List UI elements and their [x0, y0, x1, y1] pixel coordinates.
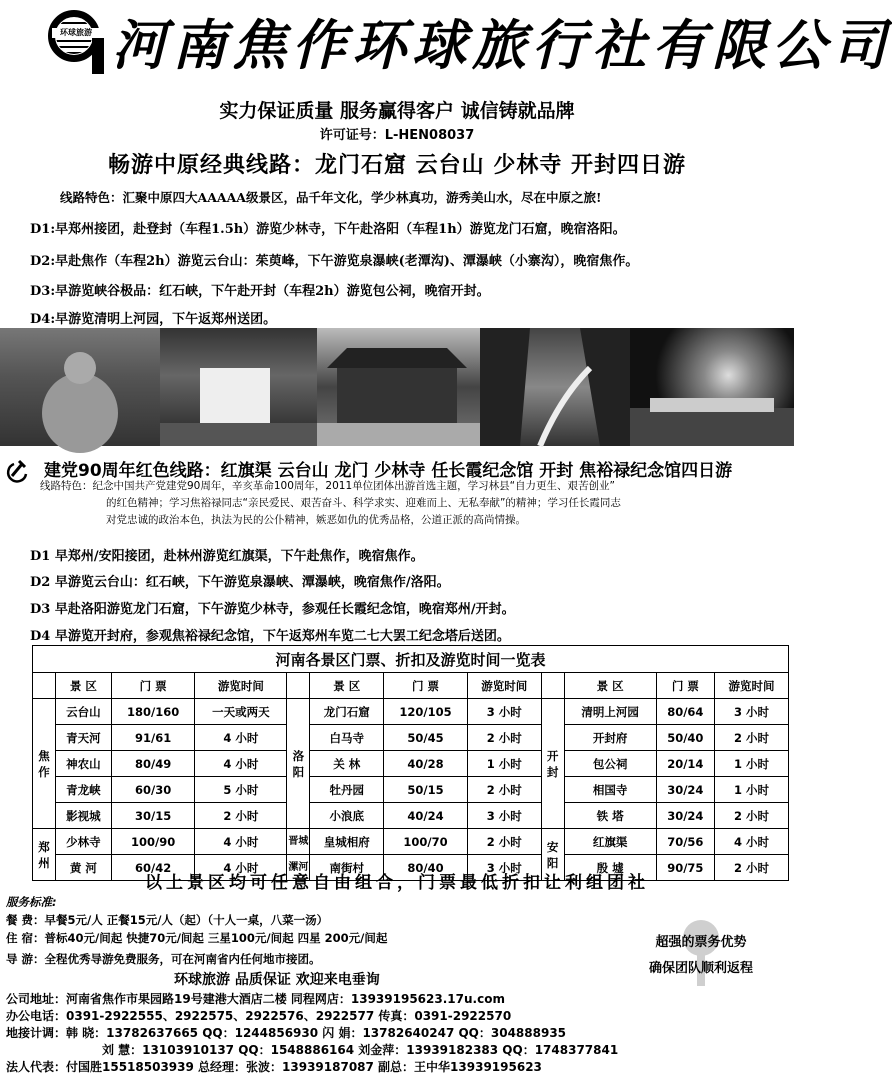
table-title: 河南各景区门票、折扣及游览时间一览表	[33, 646, 789, 673]
cell: 30/15	[111, 803, 195, 829]
cell: 20/14	[656, 751, 714, 777]
cell: 白马寺	[310, 725, 384, 751]
cell: 40/28	[384, 751, 468, 777]
combine-note: 以上景区均可任意自由组合，门票最低折扣让利组团社	[145, 873, 649, 893]
route2-feature	[40, 478, 785, 529]
cell: 100/70	[384, 829, 468, 855]
cell: 2 小时	[467, 829, 541, 855]
group-zhengzhou: 郑州	[33, 829, 56, 881]
cell: 少林寺	[56, 829, 112, 855]
contact-address: 公司地址：河南省焦作市果园路19号建港大酒店二楼 同程网店：13939195623.17u.com	[6, 992, 505, 1006]
cell: 2 小时	[715, 855, 789, 881]
group-anyang: 安阳	[541, 829, 564, 881]
cell: 80/40	[384, 855, 468, 881]
table-row	[33, 777, 789, 803]
photo-waterfall	[160, 328, 317, 446]
ticket-table	[32, 645, 789, 881]
cell: 红旗渠	[564, 829, 656, 855]
cell: 70/56	[656, 829, 714, 855]
route2-feature-line2: 的红色精神；学习焦裕禄同志“亲民爱民、艰苦奋斗、科学求实、迎难而上、无私奉献”的精神；学习任长霞同志	[106, 497, 621, 509]
company-name: 河南焦作环球旅行社有限公司	[112, 13, 892, 77]
cell: 30/24	[656, 777, 714, 803]
cell: 4 小时	[195, 751, 287, 777]
header-ticket: 门 票	[111, 673, 195, 699]
photo-shaolin-temple	[317, 328, 480, 446]
logo-text: 环球旅游	[52, 28, 100, 38]
license-number: 许可证号：L-HEN08037	[319, 128, 475, 143]
company-logo	[48, 10, 106, 74]
cell: 60/42	[111, 855, 195, 881]
hammer-sickle-icon	[8, 458, 30, 480]
cell: 50/45	[384, 725, 468, 751]
cell: 40/24	[384, 803, 468, 829]
cell: 2 小时	[467, 777, 541, 803]
cell: 青龙峡	[56, 777, 112, 803]
header-scenic: 景 区	[310, 673, 384, 699]
route2-day2: D2 早游览云台山：红石峡，下午游览泉瀑峡、潭瀑峡，晚宿焦作/洛阳。	[30, 575, 450, 590]
route2-feature-line3: 对党忠诚的政治本色，执法为民的公仆精神，嫉恶如仇的优秀品格，公道正派的高尚情操。	[106, 514, 526, 526]
cell: 一天或两天	[195, 699, 287, 725]
route2-day1: D1 早郑州/安阳接团，赴林州游览红旗渠，下午赴焦作，晚宿焦作。	[30, 549, 424, 564]
cell: 60/30	[111, 777, 195, 803]
cell: 包公祠	[564, 751, 656, 777]
cell: 南街村	[310, 855, 384, 881]
service-motto: 环球旅游 品质保证 欢迎来电垂询	[174, 972, 380, 988]
cell: 50/15	[384, 777, 468, 803]
cell: 30/24	[656, 803, 714, 829]
group-kaifeng: 开封	[541, 699, 564, 829]
ticket-advantage-badge	[626, 930, 776, 982]
cell: 80/64	[656, 699, 714, 725]
cell: 3 小时	[715, 699, 789, 725]
route1-day2: D2:早赴焦作（车程2h）游览云台山：茱萸峰，下午游览泉瀑峡(老潭沟)、潭瀑峡（小寨沟），晚宿焦作。	[30, 254, 639, 269]
group-jincheng: 晋城	[287, 829, 310, 855]
contact-phone: 办公电话：0391-2922555、2922575、2922576、2922577 传真：0391-2922570	[6, 1009, 512, 1023]
cell: 3 小时	[467, 803, 541, 829]
header-ticket: 门 票	[656, 673, 714, 699]
cell: 牡丹园	[310, 777, 384, 803]
service-title: 服务标准:	[6, 895, 57, 909]
cell: 91/61	[111, 725, 195, 751]
route2-day3: D3 早赴洛阳游览龙门石窟，下午游览少林寺，参观任长霞纪念馆，晚宿郑州/开封。	[30, 602, 515, 617]
service-meal: 餐 费：早餐5元/人 正餐15元/人（起）（十人一桌，八菜一汤）	[6, 913, 329, 927]
group-luoyang: 洛阳	[287, 699, 310, 829]
cell: 90/75	[656, 855, 714, 881]
cell: 1 小时	[715, 751, 789, 777]
header-scenic: 景 区	[564, 673, 656, 699]
contact-op1: 地接计调：韩 晓：13782637665 QQ：1244856930 闪 娟：13782640247 QQ：304888935	[6, 1026, 567, 1040]
photo-strip	[0, 328, 794, 446]
cell: 180/160	[111, 699, 195, 725]
cell: 龙门石窟	[310, 699, 384, 725]
table-row	[33, 699, 789, 725]
header-ticket: 门 票	[384, 673, 468, 699]
header-time: 游览时间	[715, 673, 789, 699]
cell: 100/90	[111, 829, 195, 855]
contact-op2: 刘 慧：13103910137 QQ：1548886164 刘金萍：13939182383 QQ：1748377841	[102, 1043, 619, 1057]
cell: 青天河	[56, 725, 112, 751]
slogan: 实力保证质量 服务赢得客户 诚信铸就品牌	[219, 100, 575, 122]
route1-title: 畅游中原经典线路：龙门石窟 云台山 少林寺 开封四日游	[108, 153, 686, 178]
table-row	[33, 725, 789, 751]
group-jiaozuo: 焦作	[33, 699, 56, 829]
service-lodging: 住 宿：普标40元/间起 快捷70元/间起 三星100元/间起 四星 200元/间起	[6, 931, 388, 945]
table-row	[33, 829, 789, 855]
cell: 80/49	[111, 751, 195, 777]
cell: 2 小时	[467, 725, 541, 751]
table-row	[33, 751, 789, 777]
cell: 1 小时	[467, 751, 541, 777]
badge-line1: 超强的票务优势	[655, 935, 747, 950]
cell: 清明上河园	[564, 699, 656, 725]
cell: 小浪底	[310, 803, 384, 829]
photo-night-show	[630, 328, 794, 446]
route2-day4: D4 早游览开封府，参观焦裕禄纪念馆，下午返郑州车览二七大罢工纪念塔后送团。	[30, 629, 510, 644]
cell: 铁 塔	[564, 803, 656, 829]
cell: 黄 河	[56, 855, 112, 881]
cell: 3 小时	[467, 699, 541, 725]
cell: 皇城相府	[310, 829, 384, 855]
cell: 影视城	[56, 803, 112, 829]
cell: 相国寺	[564, 777, 656, 803]
cell: 1 小时	[715, 777, 789, 803]
contact-legal: 法人代表：付国胜15518503939 总经理：张波：13939187087 副总：王中华13939195623	[6, 1060, 542, 1074]
cell: 3 小时	[467, 855, 541, 881]
cell: 云台山	[56, 699, 112, 725]
service-guide: 导 游：全程优秀导游免费服务，可在河南省内任何地市接团。	[6, 952, 321, 966]
cell: 50/40	[656, 725, 714, 751]
route2-feature-line1: 线路特色：纪念中国共产党建党90周年，辛亥革命100周年，2011单位团体出游首选主题，学习林县“自力更生、艰苦创业”	[40, 480, 616, 492]
route2-title: 建党90周年红色线路：红旗渠 云台山 龙门 少林寺 任长霞纪念馆 开封 焦裕禄纪念馆四日游	[44, 461, 733, 481]
cell: 2 小时	[715, 725, 789, 751]
route1-day4: D4:早游览清明上河园，下午返郑州送团。	[30, 312, 277, 327]
route1-feature: 线路特色：汇聚中原四大AAAAA级景区，品千年文化，学少林真功，游秀美山水，尽在中原之旅!	[60, 190, 602, 205]
cell: 神农山	[56, 751, 112, 777]
cell: 4 小时	[715, 829, 789, 855]
badge-line2: 确保团队顺利返程	[648, 961, 753, 976]
cell: 4 小时	[195, 725, 287, 751]
cell: 4 小时	[195, 855, 287, 881]
cell: 2 小时	[715, 803, 789, 829]
cell: 殷 墟	[564, 855, 656, 881]
header-scenic: 景 区	[56, 673, 112, 699]
photo-canyon-path	[480, 328, 630, 446]
route1-day3: D3:早游览峡谷极品：红石峡，下午赴开封（车程2h）游览包公祠，晚宿开封。	[30, 284, 490, 299]
route1-day1: D1:早郑州接团，赴登封（车程1.5h）游览少林寺，下午赴洛阳（车程1h）游览龙门石窟，晚宿洛阳。	[30, 222, 626, 237]
header-time: 游览时间	[195, 673, 287, 699]
cell: 5 小时	[195, 777, 287, 803]
cell: 4 小时	[195, 829, 287, 855]
table-row	[33, 803, 789, 829]
cell: 120/105	[384, 699, 468, 725]
cell: 2 小时	[195, 803, 287, 829]
cell: 开封府	[564, 725, 656, 751]
cell: 关 林	[310, 751, 384, 777]
group-luohe: 漯河	[287, 855, 310, 881]
photo-longmen-buddha	[0, 328, 160, 446]
header-time: 游览时间	[467, 673, 541, 699]
